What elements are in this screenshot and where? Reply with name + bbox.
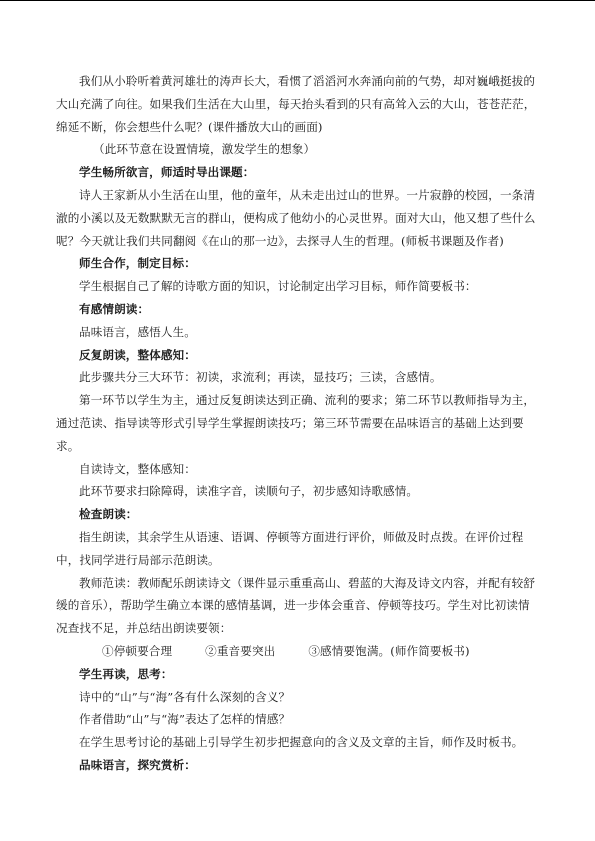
section-heading-language: 品味语言，探究赏析： <box>79 757 196 772</box>
steps-paragraph: 此步骤共分三大环节：初读，求流利；再读，显技巧；三读，含感情。 <box>79 370 442 385</box>
question-one: 诗中的“山”与“海”各有什么深刻的含义？ <box>79 689 291 704</box>
intro-paragraph: 我们从小聆听着黄河雄壮的涛声长大，看惯了滔滔河水奔涌向前的气势，却对巍峨挺拔的大山充满了向往。如果我们生活在大山里，每天抬头看到的只有高耸入云的大山，苍苍茫茫，绵延不断，你会想些什么呢？(课件播放大山的画面) <box>56 74 536 134</box>
key-points-line <box>56 640 540 663</box>
check-reading-paragraph: 指生朗读，其余学生从语速、语调、停顿等方面进行评价，师做及时点拨。在评价过程中，找同学进行局部示范朗读。 <box>56 529 524 567</box>
design-note: （此环节意在设置情境，激发学生的想象） <box>93 142 316 157</box>
section-heading-repeat-reading: 反复朗读，整体感知： <box>79 347 196 362</box>
section-heading-goals: 师生合作，制定目标： <box>79 256 196 271</box>
key-point-stress: ②重音要突出 <box>205 643 276 658</box>
goal-heading-reading: 有感情朗读： <box>79 301 150 316</box>
steps-detail-paragraph: 第一环节以学生为主，通过反复朗读达到正确、流利的要求；第二环节以教师指导为主，通过范读、指导读等形式引导学生掌握朗读技巧；第三环节需要在品味语言的基础上达到要求。 <box>56 393 536 453</box>
self-reading-heading: 自读诗文，整体感知： <box>79 461 196 476</box>
page-top-border <box>0 0 595 1</box>
topic-paragraph: 诗人王家新从小生活在山里，他的童年，从未走出过山的世界。一片寂静的校园，一条清澈的小溪以及无数默默无言的群山，便构成了他幼小的心灵世界。面对大山，他又想了些什么呢？今天就让我们共同翻阅《在山的那一边》，去探寻人生的哲理。(师板书课题及作者) <box>56 187 536 248</box>
key-point-pause: ①停顿要合理 <box>102 643 173 658</box>
section-heading-check-reading: 检查朗读： <box>79 507 138 522</box>
key-point-emotion: ③感情要饱满。(师作简要板书) <box>308 643 470 658</box>
goal-text: 品味语言，感悟人生。 <box>79 324 196 339</box>
guidance-paragraph: 在学生思考讨论的基础上引导学生初步把握意向的含义及文章的主旨，师作及时板书。 <box>79 735 524 750</box>
document-body <box>56 70 540 777</box>
self-reading-paragraph: 此环节要求扫除障碍，读准字音，读顺句子，初步感知诗歌感情。 <box>79 484 419 499</box>
section-heading-topic: 学生畅所欲言，师适时导出课题： <box>79 165 255 180</box>
goals-paragraph: 学生根据自己了解的诗歌方面的知识，讨论制定出学习目标，师作简要板书： <box>79 279 477 294</box>
section-heading-reread: 学生再读，思考： <box>79 666 173 681</box>
question-two: 作者借助“山”与“海”表达了怎样的情感？ <box>79 712 291 727</box>
teacher-reading-paragraph: 教师范读：教师配乐朗读诗文（课件显示重重高山、碧蓝的大海及诗文内容，并配有较舒缓的音乐），帮助学生确立本课的感情基调，进一步体会重音、停顿等技巧。学生对比初读情况查找不足，并总结出朗读要领： <box>56 575 536 636</box>
